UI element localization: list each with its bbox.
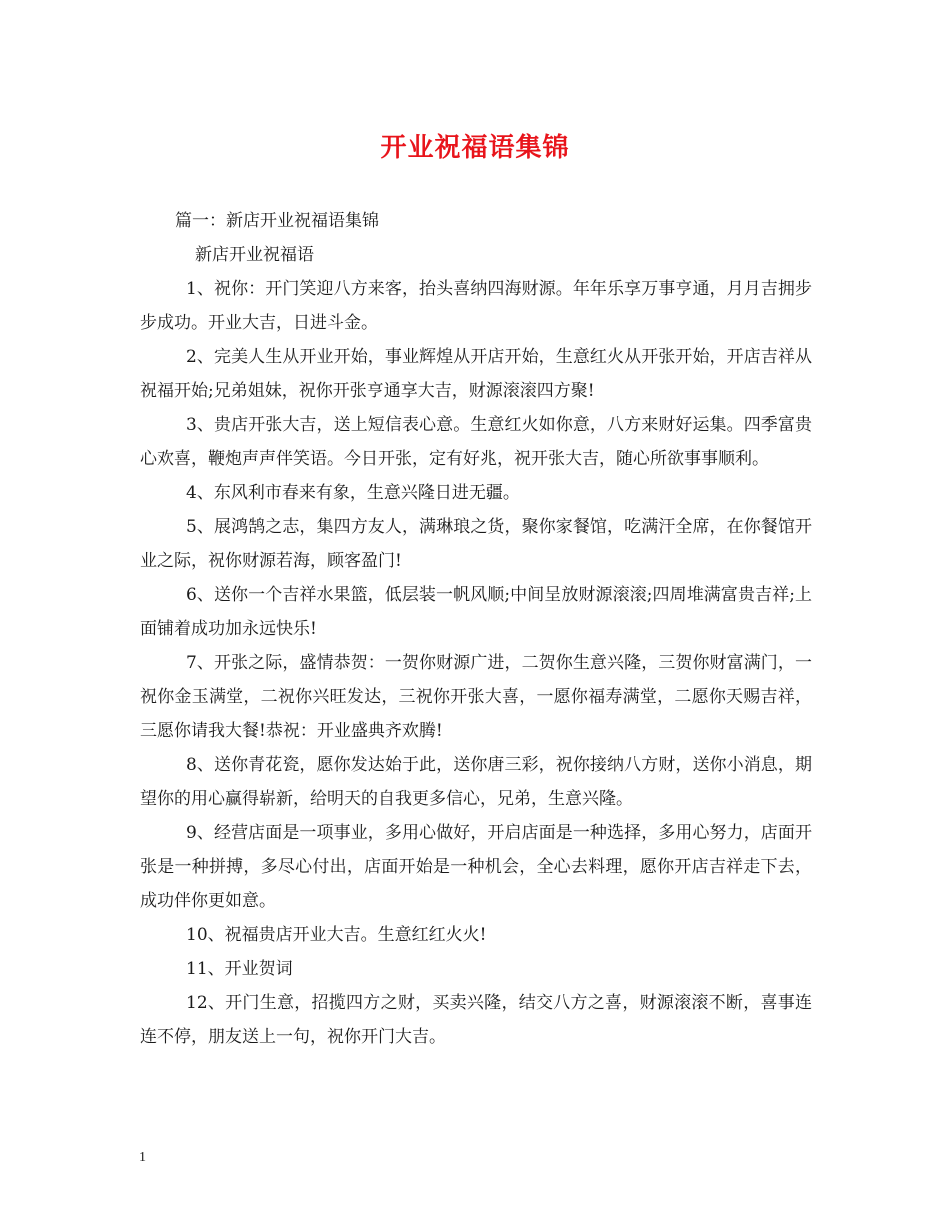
paragraph: 12、开门生意，招揽四方之财，买卖兴隆，结交八方之喜，财源滚滚不断，喜事连连不停，朋友送上一句，祝你开门大吉。 [140,993,812,1047]
paragraph: 11、开业贺词 [186,959,293,979]
subheading: 新店开业祝福语 [195,245,314,265]
document-title: 开业祝福语集锦 [380,133,570,163]
paragraph: 6、送你一个吉祥水果篮，低层装一帆风顺;中间呈放财源滚滚;四周堆满富贵吉祥;上面铺着成功加永远快乐! [140,585,812,639]
section-heading: 篇一：新店开业祝福语集锦 [175,211,379,231]
paragraph: 4、东风利市春来有象，生意兴隆日进无疆。 [186,483,520,503]
paragraph: 1、祝你：开门笑迎八方来客，抬头喜纳四海财源。年年乐享万事亨通，月月吉拥步步成功。开业大吉，日进斗金。 [140,279,812,333]
paragraph: 2、完美人生从开业开始，事业辉煌从开店开始，生意红火从开张开始，开店吉祥从祝福开始;兄弟姐妹，祝你开张亨通享大吉，财源滚滚四方聚! [140,347,812,401]
document-body [140,204,812,1054]
page-number: 1 [139,1150,146,1165]
paragraph: 10、祝福贵店开业大吉。生意红红火火! [186,925,487,945]
paragraph: 8、送你青花瓷，愿你发达始于此，送你唐三彩，祝你接纳八方财，送你小消息，期望你的用心赢得崭新，给明天的自我更多信心，兄弟，生意兴隆。 [140,755,812,809]
paragraph: 5、展鸿鹄之志，集四方友人，满琳琅之货，聚你家餐馆，吃满汗全席，在你餐馆开业之际，祝你财源若海，顾客盈门! [140,517,812,571]
paragraph: 9、经营店面是一项事业，多用心做好，开启店面是一种选择，多用心努力，店面开张是一种拼搏，多尽心付出，店面开始是一种机会，全心去料理，愿你开店吉祥走下去，成功伴你更如意。 [140,823,812,911]
paragraph-list [140,272,812,1054]
paragraph: 3、贵店开张大吉，送上短信表心意。生意红火如你意，八方来财好运集。四季富贵心欢喜，鞭炮声声伴笑语。今日开张，定有好兆，祝开张大吉，随心所欲事事顺利。 [140,415,812,469]
paragraph: 7、开张之际，盛情恭贺：一贺你财源广进，二贺你生意兴隆，三贺你财富满门，一祝你金玉满堂，二祝你兴旺发达，三祝你开张大喜，一愿你福寿满堂，二愿你天赐吉祥，三愿你请我大餐!恭祝：开业盛典齐欢腾! [140,653,812,741]
